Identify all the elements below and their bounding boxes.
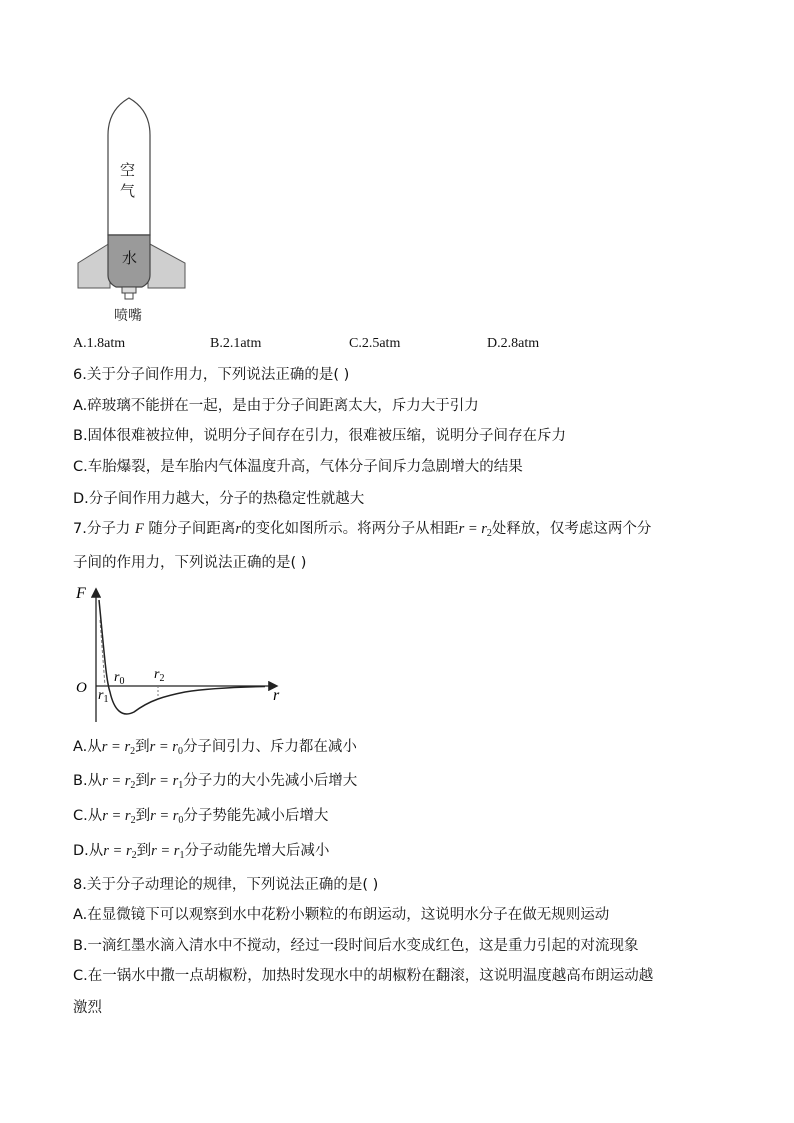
q7-stem-part4: 处释放，仅考虑这两个分	[491, 521, 652, 537]
q8-option-a: A.在显微镜下可以观察到水中花粉小颗粒的布朗运动，这说明水分子在做无规则运动	[73, 907, 610, 923]
q5-option-a: A.1.8atm	[73, 336, 126, 351]
rocket-label-water: 水	[122, 249, 138, 267]
graph-label-r2: $r_2$	[154, 667, 165, 684]
rocket-label-air-2: 气	[120, 182, 136, 200]
graph-force-curve	[99, 600, 265, 714]
rocket-nozzle-tip	[125, 293, 133, 299]
q7-option-c: C.从$r = r_2$到$r = r_0$分子势能先减小后增大	[73, 808, 329, 826]
q5-option-c: C.2.5atm	[349, 336, 401, 351]
q6-option-d: D.分子间作用力越大，分子的热稳定性就越大	[73, 491, 365, 507]
q6-stem: 6.关于分子间作用力，下列说法正确的是( )	[73, 367, 350, 383]
q8-stem: 8.关于分子动理论的规律，下列说法正确的是( )	[73, 877, 379, 893]
q8-option-c: C.在一锅水中撒一点胡椒粉，加热时发现水中的胡椒粉在翻滚，这说明温度越高布朗运动越	[73, 968, 654, 984]
q5-option-d: D.2.8atm	[487, 336, 540, 351]
rocket-figure	[70, 95, 195, 330]
rocket-nozzle	[122, 287, 136, 293]
q7-stem-eq: $r = r_2$	[458, 521, 492, 539]
graph-label-O: O	[76, 680, 87, 696]
q7-stem-part1: 7.分子力	[73, 521, 135, 537]
q7-stem-line1	[73, 519, 651, 544]
q7-stem-part3: 的变化如图所示。将两分子从相距	[241, 521, 459, 537]
q5-option-b: B.2.1atm	[210, 336, 262, 351]
rocket-label-air-1: 空	[120, 161, 136, 179]
graph-label-r0: $r_0$	[114, 670, 125, 687]
q7-option-b: B.从$r = r_2$到$r = r_1$分子力的大小先减小后增大	[73, 773, 358, 791]
q7-stem-line2: 子间的作用力，下列说法正确的是( )	[73, 555, 307, 571]
force-distance-graph	[70, 580, 290, 730]
q7-stem-r: r	[235, 521, 242, 537]
q7-option-a: A.从$r = r_2$到$r = r_0$分子间引力、斥力都在减小	[73, 739, 357, 757]
q6-option-a: A.碎玻璃不能拼在一起，是由于分子间距离太大，斥力大于引力	[73, 398, 479, 414]
q6-option-c: C.车胎爆裂，是车胎内气体温度升高，气体分子间斥力急剧增大的结果	[73, 459, 523, 475]
rocket-right-fin	[148, 243, 185, 288]
q6-option-b: B.固体很难被拉伸，说明分子间存在引力，很难被压缩，说明分子间存在斥力	[73, 428, 567, 444]
q8-option-b: B.一滴红墨水滴入清水中不搅动，经过一段时间后水变成红色，这是重力引起的对流现象	[73, 938, 639, 954]
graph-label-F: F	[76, 585, 86, 602]
rocket-label-nozzle: 喷嘴	[114, 308, 142, 324]
graph-label-r1: $r_1$	[98, 688, 109, 705]
graph-label-r: r	[273, 687, 280, 704]
q7-stem-F: F	[134, 521, 144, 537]
rocket-left-fin	[78, 243, 110, 288]
q8-option-c-continued: 激烈	[73, 1000, 102, 1016]
q7-option-d: D.从$r = r_2$到$r = r_1$分子动能先增大后减小	[73, 843, 330, 861]
q7-stem-part2: 随分子间距离	[143, 521, 236, 537]
